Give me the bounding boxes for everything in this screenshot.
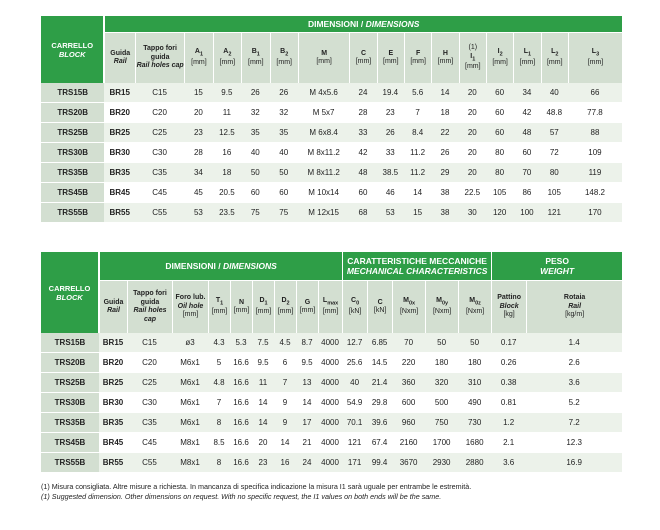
table2-col-header-10: C [kN] xyxy=(367,281,392,333)
table-cell: 3.6 xyxy=(526,373,622,393)
table-cell: 14 xyxy=(404,183,431,203)
table-cell: 5.6 xyxy=(404,83,431,103)
table1-col-header-14: $L_2$ [mm] xyxy=(541,33,568,83)
table-cell: 20.5 xyxy=(213,183,241,203)
block-column-header: CARRELLO BLOCK xyxy=(41,16,104,83)
table-cell: 66 xyxy=(568,83,622,103)
table-cell: 20 xyxy=(184,103,212,123)
table-cell: C45 xyxy=(135,183,184,203)
table-cell: 0.38 xyxy=(491,373,526,393)
table-cell: 16.6 xyxy=(230,453,252,473)
table-cell: 38 xyxy=(431,183,458,203)
table-cell: 16.6 xyxy=(230,353,252,373)
table-cell: 68 xyxy=(349,203,376,223)
table-cell: 60 xyxy=(241,183,269,203)
dimensions-group-header: DIMENSIONI / DIMENSIONS xyxy=(104,16,622,33)
table-cell: 14 xyxy=(431,83,458,103)
table-cell: 22.5 xyxy=(459,183,486,203)
table-cell: 16.6 xyxy=(230,393,252,413)
table-cell: 22 xyxy=(431,123,458,143)
table-cell: 30 xyxy=(459,203,486,223)
table-cell: 17 xyxy=(296,413,318,433)
table-cell: 6.85 xyxy=(367,333,392,353)
table-cell: 48 xyxy=(513,123,540,143)
table-cell: M 5x7 xyxy=(298,103,349,123)
table2-col-header-9: $C_0$ [kN] xyxy=(342,281,367,333)
table1-col-header-4: $B_1$ [mm] xyxy=(241,33,269,83)
table-cell: 20 xyxy=(459,123,486,143)
table-cell: 16 xyxy=(274,453,296,473)
table-cell: 19.4 xyxy=(377,83,404,103)
table2-col-header-2: Foro lub. Oil hole [mm] xyxy=(172,281,208,333)
table-cell: 80 xyxy=(486,163,513,183)
table-cell: 35 xyxy=(270,123,298,143)
table-cell: 14 xyxy=(296,393,318,413)
table2-col-header-11: $M_{0x}$ [Nxm] xyxy=(392,281,425,333)
dimensions-table xyxy=(41,16,622,223)
block-model-cell: TRS55B xyxy=(41,453,99,473)
table-cell: 4000 xyxy=(318,353,342,373)
mechanical-group-header: CARATTERISTICHE MECCANICHE MECHANICAL CHARACTERISTICS xyxy=(342,252,491,281)
dimensions-group-header-2: DIMENSIONI / DIMENSIONS xyxy=(99,252,342,281)
table1-col-header-11: (1) $I_1$ [mm] xyxy=(459,33,486,83)
table-cell: M 8x11.2 xyxy=(298,163,349,183)
characteristics-table xyxy=(41,252,622,473)
table-cell: 5.2 xyxy=(526,393,622,413)
table-row xyxy=(41,123,622,143)
table-cell: 171 xyxy=(342,453,367,473)
table-cell: 26 xyxy=(377,123,404,143)
table-cell: 29 xyxy=(431,163,458,183)
footnotes xyxy=(41,482,641,502)
block-model-cell: TRS35B xyxy=(41,163,104,183)
table-cell: 121 xyxy=(541,203,568,223)
table-cell: 60 xyxy=(486,103,513,123)
table-cell: 53 xyxy=(377,203,404,223)
table-cell: 730 xyxy=(458,413,491,433)
table-cell: 40 xyxy=(241,143,269,163)
table-cell: 100 xyxy=(513,203,540,223)
table-cell: 46 xyxy=(377,183,404,203)
table2-col-header-7: G [mm] xyxy=(296,281,318,333)
table-cell: 180 xyxy=(425,353,458,373)
table-cell: 26 xyxy=(270,83,298,103)
table-cell: C15 xyxy=(127,333,172,353)
table-cell: M 4x5.6 xyxy=(298,83,349,103)
table-cell: 29.8 xyxy=(367,393,392,413)
table-cell: 8 xyxy=(208,453,230,473)
block-column-header-2: CARRELLO BLOCK xyxy=(41,252,99,333)
table-cell: 148.2 xyxy=(568,183,622,203)
table2-col-header-4: N [mm] xyxy=(230,281,252,333)
table-cell: M 10x14 xyxy=(298,183,349,203)
table2-col-header-13: $M_{0z}$ [Nxm] xyxy=(458,281,491,333)
block-model-cell: TRS15B xyxy=(41,333,99,353)
table-cell: 35 xyxy=(241,123,269,143)
table-cell: 180 xyxy=(458,353,491,373)
table-row xyxy=(41,183,622,203)
table-cell: 170 xyxy=(568,203,622,223)
table2-col-header-6: $D_2$ [mm] xyxy=(274,281,296,333)
table-cell: C45 xyxy=(127,433,172,453)
weight-group-header: PESO WEIGHT xyxy=(491,252,622,281)
table-cell: 21.4 xyxy=(367,373,392,393)
table-cell: 750 xyxy=(425,413,458,433)
table-cell: 80 xyxy=(541,163,568,183)
table-cell: 32 xyxy=(241,103,269,123)
table-cell: 70 xyxy=(513,163,540,183)
table-cell: 7.5 xyxy=(252,333,274,353)
table-cell: 4000 xyxy=(318,393,342,413)
table-cell: 50 xyxy=(425,333,458,353)
table-cell: BR25 xyxy=(104,123,135,143)
table-cell: 600 xyxy=(392,393,425,413)
table-cell: BR30 xyxy=(104,143,135,163)
table-cell: 32 xyxy=(270,103,298,123)
table-cell: 50 xyxy=(458,333,491,353)
table-cell: 14 xyxy=(252,393,274,413)
table-cell: 23 xyxy=(377,103,404,123)
table-cell: 38 xyxy=(431,203,458,223)
table-cell: 53 xyxy=(184,203,212,223)
table-cell: C55 xyxy=(135,203,184,223)
table-cell: BR20 xyxy=(104,103,135,123)
table2-col-header-14: Pattino Block [kg] xyxy=(491,281,526,333)
table-cell: 11 xyxy=(252,373,274,393)
table-cell: 2.1 xyxy=(491,433,526,453)
footnote-italian: (1) Misura consigliata. Altre misure a richiesta. In mancanza di specifica indicazione la misura I1 sarà uguale per entrambe le estremità. xyxy=(41,482,472,491)
table-cell: 20 xyxy=(459,83,486,103)
table-cell: 54.9 xyxy=(342,393,367,413)
table-cell: 21 xyxy=(296,433,318,453)
table1-col-header-6: M [mm] xyxy=(298,33,349,83)
table-cell: 20 xyxy=(252,433,274,453)
table-cell: 3670 xyxy=(392,453,425,473)
table-cell: 20 xyxy=(459,143,486,163)
table-cell: 4000 xyxy=(318,333,342,353)
table-cell: 40 xyxy=(342,373,367,393)
table-cell: 12.3 xyxy=(526,433,622,453)
table-cell: 0.26 xyxy=(491,353,526,373)
table-cell: 121 xyxy=(342,433,367,453)
table-cell: 60 xyxy=(513,143,540,163)
footnote-english: (1) Suggested dimension. Other dimensions on request. With no specific request, the I1 values on both ends will be the same. xyxy=(41,492,442,501)
table-cell: 34 xyxy=(513,83,540,103)
table-row xyxy=(41,333,622,353)
table-cell: 1680 xyxy=(458,433,491,453)
table-cell: 360 xyxy=(392,373,425,393)
table-cell: 310 xyxy=(458,373,491,393)
table-cell: M6x1 xyxy=(172,393,208,413)
table-cell: 11.2 xyxy=(404,143,431,163)
table-cell: 77.8 xyxy=(568,103,622,123)
table-cell: 12.7 xyxy=(342,333,367,353)
table-cell: 60 xyxy=(270,183,298,203)
table-cell: 3.6 xyxy=(491,453,526,473)
table-cell: 105 xyxy=(541,183,568,203)
table-cell: 2.6 xyxy=(526,353,622,373)
table-cell: 1.4 xyxy=(526,333,622,353)
table-cell: 23 xyxy=(184,123,212,143)
table-cell: C35 xyxy=(127,413,172,433)
table-cell: 4.8 xyxy=(208,373,230,393)
table-cell: BR45 xyxy=(99,433,127,453)
table-cell: C30 xyxy=(127,393,172,413)
table-cell: M6x1 xyxy=(172,413,208,433)
table-cell: 7.2 xyxy=(526,413,622,433)
table-cell: 50 xyxy=(241,163,269,183)
table2-col-header-8: $L_{max}$ [mm] xyxy=(318,281,342,333)
table-cell: 5.3 xyxy=(230,333,252,353)
table-cell: 9 xyxy=(274,393,296,413)
table-cell: 60 xyxy=(486,83,513,103)
table-cell: BR25 xyxy=(99,373,127,393)
table-cell: BR30 xyxy=(99,393,127,413)
table2-col-header-15: Rotaia Rail [kg/m] xyxy=(526,281,622,333)
table-cell: 2930 xyxy=(425,453,458,473)
table-cell: 9.5 xyxy=(296,353,318,373)
table1-col-header-2: $A_1$ [mm] xyxy=(184,33,212,83)
table-cell: 1.2 xyxy=(491,413,526,433)
table-cell: M 12x15 xyxy=(298,203,349,223)
table-cell: 6 xyxy=(274,353,296,373)
table-cell: 24 xyxy=(349,83,376,103)
table-cell: C55 xyxy=(127,453,172,473)
block-model-cell: TRS30B xyxy=(41,143,104,163)
table-cell: 8.4 xyxy=(404,123,431,143)
table-cell: C25 xyxy=(127,373,172,393)
table-cell: 57 xyxy=(541,123,568,143)
table-cell: 42 xyxy=(349,143,376,163)
table-cell: 18 xyxy=(431,103,458,123)
table-cell: BR20 xyxy=(99,353,127,373)
table-cell: 15 xyxy=(404,203,431,223)
table-row xyxy=(41,203,622,223)
block-model-cell: TRS20B xyxy=(41,353,99,373)
table-cell: 99.4 xyxy=(367,453,392,473)
table-cell: BR45 xyxy=(104,183,135,203)
table-cell: BR15 xyxy=(99,333,127,353)
table-cell: 70 xyxy=(392,333,425,353)
block-model-cell: TRS30B xyxy=(41,393,99,413)
table-cell: BR55 xyxy=(99,453,127,473)
table-cell: 16 xyxy=(213,143,241,163)
table-cell: M 8x11.2 xyxy=(298,143,349,163)
table-cell: 4.3 xyxy=(208,333,230,353)
table-cell: C20 xyxy=(135,103,184,123)
table-cell: C30 xyxy=(135,143,184,163)
table-cell: 26 xyxy=(241,83,269,103)
table-cell: 18 xyxy=(213,163,241,183)
table-cell: 33 xyxy=(377,143,404,163)
table-cell: 15 xyxy=(184,83,212,103)
table1-col-header-8: E [mm] xyxy=(377,33,404,83)
table2-col-header-3: $T_1$ [mm] xyxy=(208,281,230,333)
table1-col-header-10: H [mm] xyxy=(431,33,458,83)
table-cell: M6x1 xyxy=(172,373,208,393)
table-row xyxy=(41,433,622,453)
table-cell: 26 xyxy=(431,143,458,163)
table-cell: BR55 xyxy=(104,203,135,223)
table-cell: 9.5 xyxy=(213,83,241,103)
table-cell: 80 xyxy=(486,143,513,163)
table-cell: 50 xyxy=(270,163,298,183)
table1-col-header-13: $L_1$ [mm] xyxy=(513,33,540,83)
table-row xyxy=(41,373,622,393)
table-row xyxy=(41,103,622,123)
table-row xyxy=(41,83,622,103)
table2-col-header-1: Tappo fori guida Rail holes cap xyxy=(127,281,172,333)
table-cell: 7 xyxy=(208,393,230,413)
block-model-cell: TRS20B xyxy=(41,103,104,123)
table-cell: 34 xyxy=(184,163,212,183)
table-cell: 16.9 xyxy=(526,453,622,473)
table-cell: M 6x8.4 xyxy=(298,123,349,143)
table-cell: 33 xyxy=(349,123,376,143)
table-row xyxy=(41,393,622,413)
table-row xyxy=(41,163,622,183)
block-model-cell: TRS45B xyxy=(41,183,104,203)
block-model-cell: TRS15B xyxy=(41,83,104,103)
table-cell: 14 xyxy=(252,413,274,433)
table2-col-header-12: $M_{0y}$ [Nxm] xyxy=(425,281,458,333)
table1-col-header-1: Tappo fori guida Rail holes cap xyxy=(135,33,184,83)
table1-col-header-3: $A_2$ [mm] xyxy=(213,33,241,83)
block-model-cell: TRS55B xyxy=(41,203,104,223)
table-cell: 119 xyxy=(568,163,622,183)
table-cell: 8.5 xyxy=(208,433,230,453)
table1-col-header-9: F [mm] xyxy=(404,33,431,83)
table-cell: 16.6 xyxy=(230,373,252,393)
table-cell: 40 xyxy=(270,143,298,163)
block-model-cell: TRS45B xyxy=(41,433,99,453)
table1-col-header-0: Guida Rail xyxy=(104,33,135,83)
table-cell: BR35 xyxy=(104,163,135,183)
table-cell: 4000 xyxy=(318,413,342,433)
table-cell: 14 xyxy=(274,433,296,453)
table-cell: 490 xyxy=(458,393,491,413)
table-cell: 75 xyxy=(270,203,298,223)
table-cell: 7 xyxy=(404,103,431,123)
table-cell: 11 xyxy=(213,103,241,123)
table1-col-header-7: C [mm] xyxy=(349,33,376,83)
table-cell: 20 xyxy=(459,163,486,183)
table-cell: 0.17 xyxy=(491,333,526,353)
table-cell: 7 xyxy=(274,373,296,393)
table-cell: M6x1 xyxy=(172,353,208,373)
table-cell: 28 xyxy=(349,103,376,123)
table-cell: 28 xyxy=(184,143,212,163)
table-cell: 45 xyxy=(184,183,212,203)
table-cell: 500 xyxy=(425,393,458,413)
table-cell: M8x1 xyxy=(172,453,208,473)
table-cell: 105 xyxy=(486,183,513,203)
table-cell: C35 xyxy=(135,163,184,183)
table-cell: 4000 xyxy=(318,373,342,393)
table-cell: 0.81 xyxy=(491,393,526,413)
table-cell: BR15 xyxy=(104,83,135,103)
table-row xyxy=(41,143,622,163)
table-cell: 67.4 xyxy=(367,433,392,453)
table-cell: 40 xyxy=(541,83,568,103)
table-cell: 16.6 xyxy=(230,433,252,453)
table-cell: 2160 xyxy=(392,433,425,453)
table-cell: C20 xyxy=(127,353,172,373)
table-cell: M8x1 xyxy=(172,433,208,453)
table-cell: 23 xyxy=(252,453,274,473)
table-cell: 4000 xyxy=(318,433,342,453)
table-cell: C15 xyxy=(135,83,184,103)
table2-col-header-0: Guida Rail xyxy=(99,281,127,333)
table-cell: 75 xyxy=(241,203,269,223)
table-cell: 86 xyxy=(513,183,540,203)
table-cell: 5 xyxy=(208,353,230,373)
table-row xyxy=(41,413,622,433)
table-cell: 9 xyxy=(274,413,296,433)
table-cell: 320 xyxy=(425,373,458,393)
table-cell: 960 xyxy=(392,413,425,433)
table1-col-header-15: $L_3$ [mm] xyxy=(568,33,622,83)
table-cell: 60 xyxy=(486,123,513,143)
table-cell: C25 xyxy=(135,123,184,143)
table-cell: 1700 xyxy=(425,433,458,453)
table-cell: 8 xyxy=(208,413,230,433)
table-cell: 60 xyxy=(349,183,376,203)
table-cell: 20 xyxy=(459,103,486,123)
table-cell: 12.5 xyxy=(213,123,241,143)
table-cell: 24 xyxy=(296,453,318,473)
table-cell: 120 xyxy=(486,203,513,223)
block-model-cell: TRS35B xyxy=(41,413,99,433)
table-cell: 109 xyxy=(568,143,622,163)
table-cell: 220 xyxy=(392,353,425,373)
table-cell: 72 xyxy=(541,143,568,163)
table-cell: 38.5 xyxy=(377,163,404,183)
table-row xyxy=(41,453,622,473)
block-model-cell: TRS25B xyxy=(41,373,99,393)
table-cell: 88 xyxy=(568,123,622,143)
table-cell: 13 xyxy=(296,373,318,393)
table-cell: 42 xyxy=(513,103,540,123)
table-cell: 2880 xyxy=(458,453,491,473)
block-model-cell: TRS25B xyxy=(41,123,104,143)
table1-col-header-5: $B_2$ [mm] xyxy=(270,33,298,83)
table-cell: 14.5 xyxy=(367,353,392,373)
table-cell: 23.5 xyxy=(213,203,241,223)
table-cell: 9.5 xyxy=(252,353,274,373)
table-cell: 16.6 xyxy=(230,413,252,433)
table-cell: ø3 xyxy=(172,333,208,353)
table-cell: 8.7 xyxy=(296,333,318,353)
table-cell: 39.6 xyxy=(367,413,392,433)
table-cell: 4.5 xyxy=(274,333,296,353)
table-cell: 48 xyxy=(349,163,376,183)
table-cell: 25.6 xyxy=(342,353,367,373)
table-cell: 48.8 xyxy=(541,103,568,123)
table-row xyxy=(41,353,622,373)
table-cell: BR35 xyxy=(99,413,127,433)
table-cell: 4000 xyxy=(318,453,342,473)
table1-col-header-12: $I_2$ [mm] xyxy=(486,33,513,83)
table-cell: 70.1 xyxy=(342,413,367,433)
table-cell: 11.2 xyxy=(404,163,431,183)
table2-col-header-5: $D_1$ [mm] xyxy=(252,281,274,333)
